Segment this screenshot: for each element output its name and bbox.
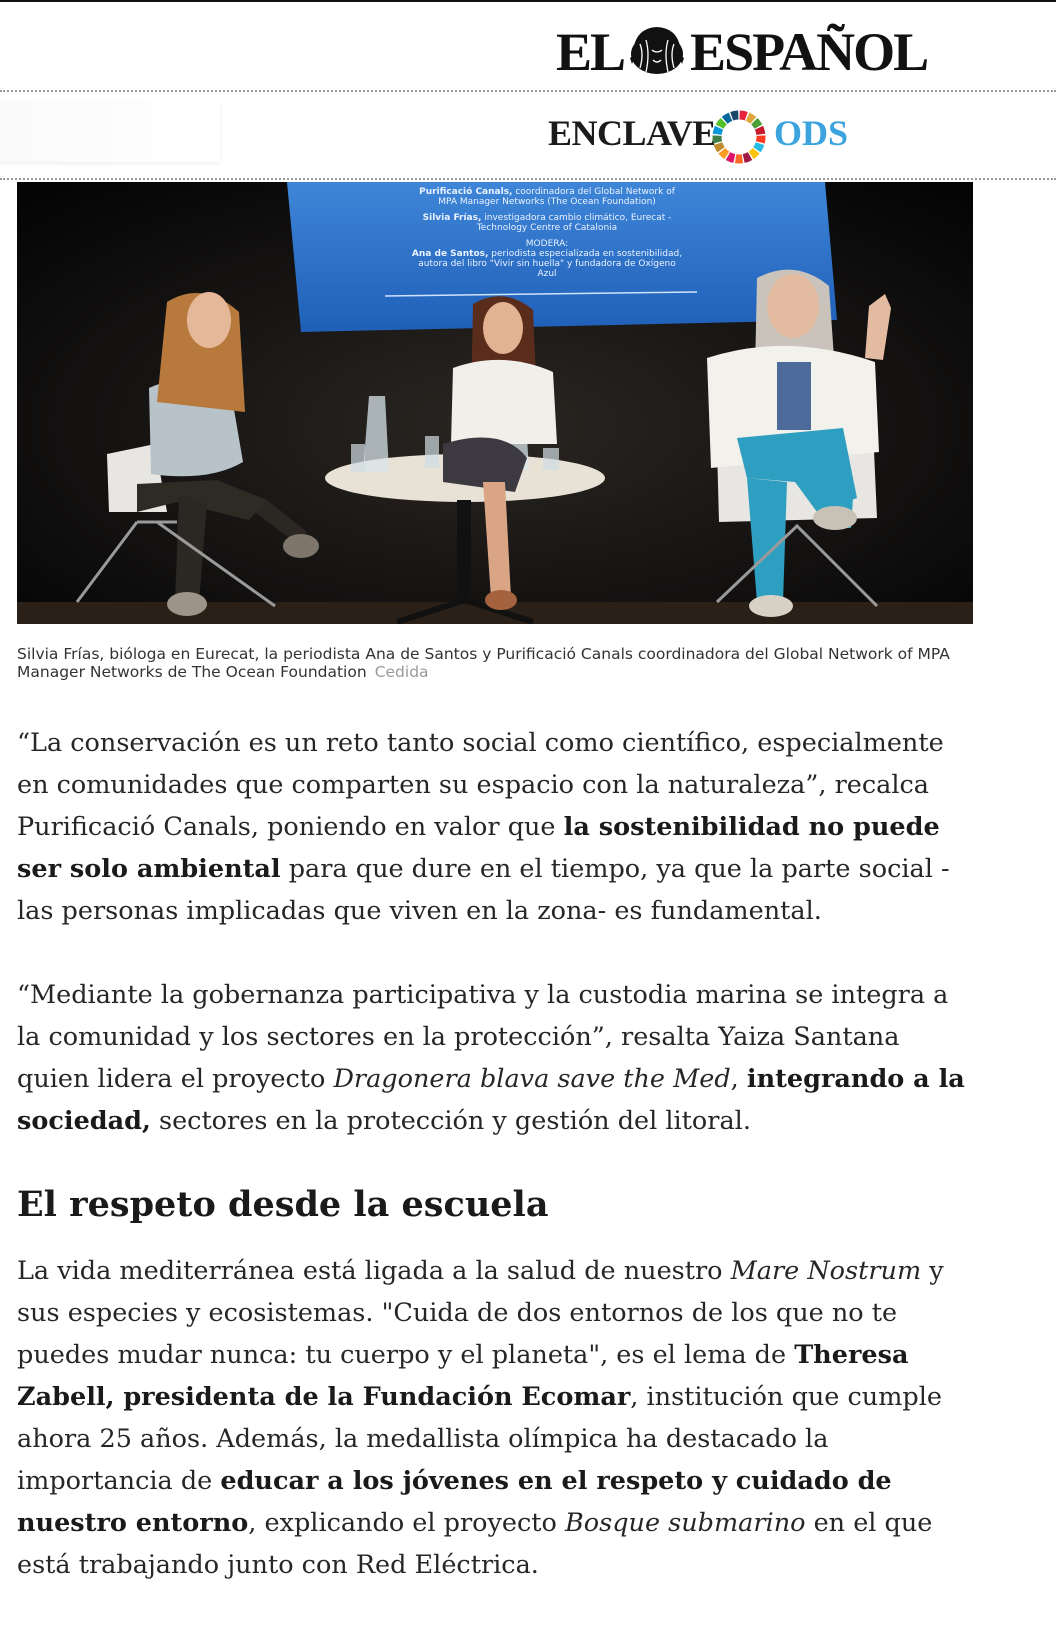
screen-line-4: Technology Centre of Catalonia [476,223,618,233]
photo-caption [17,645,967,681]
ods-wheel-segment [744,156,750,158]
p1-text-c: para que dure en el tiempo, ya que la parte social - las personas implicadas que viven en la zona- es fundamental. [17,854,950,926]
lion-icon [626,24,688,76]
ods-wheel-segment [722,151,727,156]
p3-text-d: , institución que cumple ahora 25 años. Además, la medallista olímpica ha destacado la importancia de [17,1382,942,1496]
divider-dots-top [0,90,1056,92]
panel-photo [17,182,973,624]
p1-bold: la sostenibilidad no puede ser solo ambiental [17,812,940,884]
ods-wheel-segment [759,128,761,135]
paragraph-3 [17,1250,977,1586]
ods-wheel-segment [732,115,739,116]
screen-line-5: MODERA: [525,239,569,249]
p1-text-a: “La conservación es un reto tanto social como científico, especialmente en comunidades que comparten su espacio con la naturaleza”, recalca Purificació Canals, poniendo en valor que [17,728,944,842]
screen-line-3: Silvia Frías, investigadora cambio climático, Eurecat - [422,213,672,223]
p3-text-a: La vida mediterránea está ligada a la salud de nuestro [17,1256,731,1286]
top-border [0,0,1056,2]
article-photo [17,182,973,624]
p2-text-a: “Mediante la gobernanza participativa y la custodia marina se integra a la comunidad y los sectores en la protección”, resalta Yaiza Santana quien lidera el proyecto [17,980,949,1094]
ods-wheel-segment [740,115,747,116]
masthead [0,18,1056,82]
p3-text-f: , explicando el proyecto [248,1508,566,1538]
paragraph-2 [17,974,977,1142]
section-heading: El respeto desde la escuela [17,1184,549,1225]
ods-wheel-segment [725,117,731,121]
screen-line-6: Ana de Santos, periodista especializada en sostenibilidad, [411,249,683,259]
p2-italic: Dragonera blava save the Med [333,1064,731,1094]
ods-wheel-segment [728,156,734,158]
ods-wheel-segment [751,151,756,156]
ods-wheel-icon [708,106,770,168]
section-enclave[interactable]: ENCLAVE [548,113,716,153]
divider-dots-bottom [0,178,1056,180]
photo-credit: Cedida [374,663,429,681]
paragraph-1 [17,722,977,932]
brand-logo[interactable] [556,24,927,80]
p3-text-g: en el que está trabajando junto con Red Eléctrica. [17,1508,933,1580]
p2-bold: integrando a la sociedad, [17,1064,965,1136]
p2-text-b: , [730,1064,747,1094]
p3-italic-1: Mare Nostrum [730,1256,922,1286]
p3-text-b: y sus especies y ecosistemas. "Cuida de dos entornos de los que no te puedes mudar nunca: tu cuerpo y el planeta", es el lema de [17,1256,944,1370]
caption-text: Silvia Frías, bióloga en Eurecat, la periodista Ana de Santos y Purificació Canals coordinadora del Global Network of MPA Manager Networks de The Ocean Foundation [17,645,950,681]
ods-wheel-segment [760,136,761,143]
p2-text-d: sectores en la protección y gestión del litoral. [150,1106,751,1136]
p3-italic-2: Bosque submarino [565,1508,806,1538]
ods-wheel-segment [717,128,719,135]
ods-wheel-segment [720,121,724,126]
screen-line-1: Purificació Canals, coordinadora del Global Network of [419,187,675,197]
ods-wheel-segment [748,117,754,121]
brand-right: ESPAÑOL [690,22,928,82]
section-ods[interactable]: ODS [774,113,849,153]
ods-wheel-segment [757,144,760,150]
ods-wheel-segment [754,121,758,126]
header-left-panel [0,100,220,162]
brand-left: EL [556,22,625,82]
screen-line-7: autora del libro "Vivir sin huella" y fundadora de Oxígeno [418,259,676,269]
p3-bold-2: educar a los jóvenes en el respeto y cuidado de nuestro entorno [17,1466,892,1538]
screen-line-2: MPA Manager Networks (The Ocean Foundation) [438,197,656,207]
ods-wheel-segment [717,136,718,143]
screen-line-8: Azul [537,269,557,279]
p3-bold-1: Theresa Zabell, presidenta de la Fundación Ecomar [17,1340,909,1412]
ods-wheel-segment [718,144,721,150]
